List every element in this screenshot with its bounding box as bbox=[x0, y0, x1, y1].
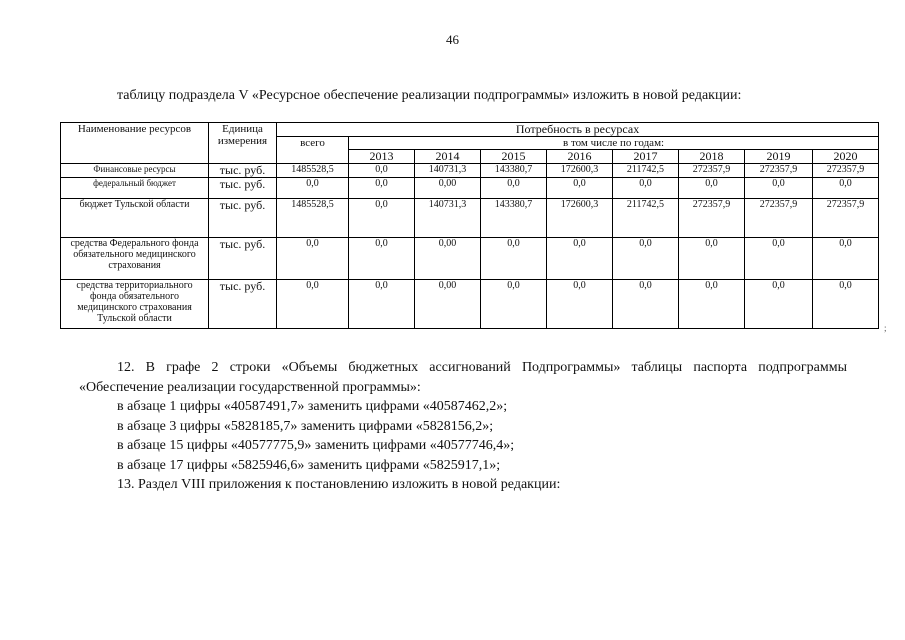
header-year: 2019 bbox=[745, 150, 813, 164]
row-value: 0,0 bbox=[745, 178, 813, 199]
header-year: 2016 bbox=[547, 150, 613, 164]
row-value: 0,0 bbox=[547, 238, 613, 280]
row-value: 0,0 bbox=[679, 280, 745, 329]
row-value: 272357,9 bbox=[745, 199, 813, 238]
row-unit: тыс. руб. bbox=[209, 199, 277, 238]
row-value: 0,0 bbox=[679, 238, 745, 280]
row-name: бюджет Тульской области bbox=[61, 199, 209, 238]
row-value: 0,0 bbox=[547, 280, 613, 329]
header-need: Потребность в ресурсах bbox=[277, 123, 879, 137]
row-value: 0,0 bbox=[349, 199, 415, 238]
row-value: 143380,7 bbox=[481, 199, 547, 238]
header-year: 2015 bbox=[481, 150, 547, 164]
row-value: 0,0 bbox=[613, 280, 679, 329]
header-year: 2018 bbox=[679, 150, 745, 164]
amendment-text bbox=[79, 358, 847, 495]
header-unit: Единица измерения bbox=[209, 123, 277, 164]
row-value: 272357,9 bbox=[813, 164, 879, 178]
row-value: 0,0 bbox=[813, 280, 879, 329]
row-value: 272357,9 bbox=[745, 164, 813, 178]
row-value: 0,0 bbox=[745, 238, 813, 280]
resource-table bbox=[60, 122, 879, 329]
row-name: средства территориального фонда обязательного медицинского страхования Тульской области bbox=[61, 280, 209, 329]
row-value: 0,0 bbox=[349, 164, 415, 178]
row-unit: тыс. руб. bbox=[209, 178, 277, 199]
row-value: 143380,7 bbox=[481, 164, 547, 178]
row-value: 0,0 bbox=[613, 178, 679, 199]
row-value: 0,0 bbox=[547, 178, 613, 199]
header-by-years: в том числе по годам: bbox=[349, 137, 879, 150]
row-value: 272357,9 bbox=[679, 164, 745, 178]
row-name: Финансовые ресурсы bbox=[61, 164, 209, 178]
row-total: 0,0 bbox=[277, 280, 349, 329]
page-number: 46 bbox=[446, 32, 459, 47]
amendment-item: в абзаце 17 цифры «5825946,6» заменить цифрами «5825917,1»; bbox=[117, 457, 501, 473]
row-value: 0,00 bbox=[415, 238, 481, 280]
row-value: 140731,3 bbox=[415, 199, 481, 238]
row-value: 0,00 bbox=[415, 178, 481, 199]
row-value: 172600,3 bbox=[547, 164, 613, 178]
row-value: 0,0 bbox=[813, 238, 879, 280]
row-value: 272357,9 bbox=[813, 199, 879, 238]
paragraph-13: 13. Раздел VIII приложения к постановлению изложить в новой редакции: bbox=[117, 477, 561, 492]
row-value: 211742,5 bbox=[613, 164, 679, 178]
amendment-item: в абзаце 15 цифры «40577775,9» заменить цифрами «40577746,4»; bbox=[117, 438, 515, 453]
row-value: 172600,3 bbox=[547, 199, 613, 238]
row-unit: тыс. руб. bbox=[209, 238, 277, 280]
table-row bbox=[61, 178, 879, 199]
header-year: 2020 bbox=[813, 150, 879, 164]
table-row bbox=[61, 164, 879, 178]
amendment-item: в абзаце 3 цифры «5828185,7» заменить цифрами «5828156,2»; bbox=[117, 418, 494, 434]
table-row bbox=[61, 280, 879, 329]
header-row-1 bbox=[61, 123, 879, 137]
row-total: 1485528,5 bbox=[277, 199, 349, 238]
row-unit: тыс. руб. bbox=[209, 164, 277, 178]
header-year: 2014 bbox=[415, 150, 481, 164]
header-year: 2013 bbox=[349, 150, 415, 164]
row-value: 0,0 bbox=[481, 178, 547, 199]
row-value: 0,00 bbox=[415, 280, 481, 329]
row-value: 0,0 bbox=[679, 178, 745, 199]
row-unit: тыс. руб. bbox=[209, 280, 277, 329]
table-row bbox=[61, 238, 879, 280]
row-value: 0,0 bbox=[481, 238, 547, 280]
row-total: 0,0 bbox=[277, 238, 349, 280]
row-value: 272357,9 bbox=[679, 199, 745, 238]
row-value: 0,0 bbox=[349, 280, 415, 329]
row-value: 0,0 bbox=[613, 238, 679, 280]
row-value: 140731,3 bbox=[415, 164, 481, 178]
header-resource-name: Наименование ресурсов bbox=[61, 123, 209, 164]
table-trailing-mark: ; bbox=[884, 323, 887, 333]
row-value: 211742,5 bbox=[613, 199, 679, 238]
row-value: 0,0 bbox=[349, 178, 415, 199]
row-total: 1485528,5 bbox=[277, 164, 349, 178]
header-year: 2017 bbox=[613, 150, 679, 164]
row-total: 0,0 bbox=[277, 178, 349, 199]
header-total: всего bbox=[277, 137, 349, 164]
intro-paragraph: таблицу подраздела V «Ресурсное обеспечение реализации подпрограммы» изложить в новой редакции: bbox=[117, 88, 742, 103]
row-value: 0,0 bbox=[813, 178, 879, 199]
row-name: средства Федерального фонда обязательного медицинского страхования bbox=[61, 238, 209, 280]
row-value: 0,0 bbox=[349, 238, 415, 280]
paragraph-12: 12. В графе 2 строки «Объемы бюджетных ассигнований Подпрограммы» таблицы паспорта подпрограммы «Обеспечение реализации государственной программы»: bbox=[79, 360, 847, 395]
row-name: федеральный бюджет bbox=[61, 178, 209, 199]
row-value: 0,0 bbox=[481, 280, 547, 329]
row-value: 0,0 bbox=[745, 280, 813, 329]
amendment-item: в абзаце 1 цифры «40587491,7» заменить цифрами «40587462,2»; bbox=[117, 399, 508, 414]
table-row bbox=[61, 199, 879, 238]
